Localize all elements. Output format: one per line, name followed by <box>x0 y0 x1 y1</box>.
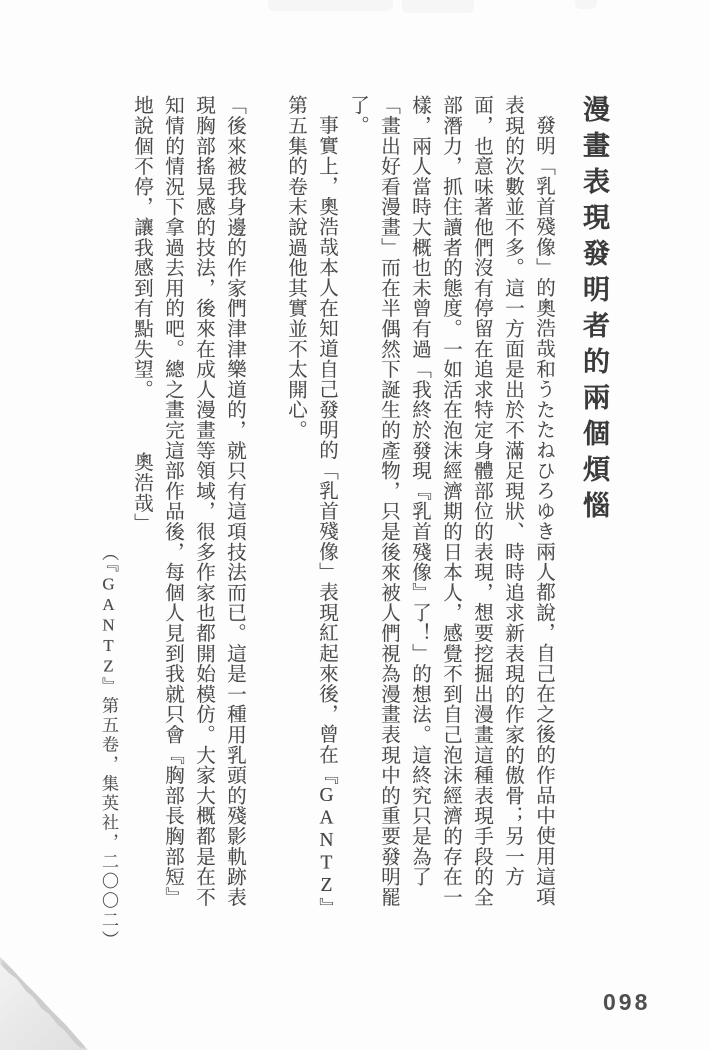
paragraph-2 <box>280 95 342 910</box>
page-title: 漫畫表現發明者的兩個煩惱 <box>579 95 609 527</box>
paragraph-2-text: 事實上，奧浩哉本人在知道自己發明的「乳首殘像」表現紅起來後，曾在『 <box>316 114 337 785</box>
scan-artifact-smudge <box>575 0 597 9</box>
under-page-surface <box>0 950 100 1050</box>
latin-title-gantz: GANTZ <box>316 784 337 897</box>
quote-paragraph <box>126 95 250 910</box>
quote-text: 「後來被我身邊的作家們津津樂道的，就只有這項技法而已。這是一種用乳頭的殘影軌跡表現胸部搖晃感的技法，後來在成人漫畫等領域，很多作家也都開始模仿。大家大概都是在不知情的情況下拿過去用的吧。總之畫完這部作品後，每個人見到我就只會『胸部長胸部短』地說個不停，讓我感到有點失望。 <box>131 95 245 907</box>
torn-page-corner <box>0 950 100 1050</box>
page-number: 098 <box>603 989 651 1015</box>
paragraph-2-text-after: 』第五集的卷末說過他其實並不太開心。 <box>285 95 337 908</box>
quote-signature: 奧浩哉」 <box>131 451 152 533</box>
torn-edge-shadow <box>0 950 100 1050</box>
scan-artifact-smudge <box>268 0 393 11</box>
attribution-text: （『 <box>99 544 118 575</box>
attribution-latin-gantz: GANTZ <box>99 574 118 677</box>
attribution-text-after: 』第五卷，集英社，二〇〇二） <box>99 677 118 950</box>
scan-artifact-smudge <box>402 0 474 13</box>
paragraph-1: 發明「乳首殘像」的奧浩哉和うたたねひろゆき兩人都說，自己在之後的作品中使用這項表現的次數並不多。這一方面是出於不滿足現狀、時時追求新表現的作家的傲骨；另一方面，也意味著他們沒有停留在追求特定身體部位的表現，想要挖掘出漫畫這種表現手段的全部潛力，抓住讀者的態度。一如活在泡沫經濟期的日本人，感覺不到自己泡沫經濟的存在一樣，兩人當時大概也未曾有過「我終於發現『乳首殘像』了！」的想法。這終究只是為了「畫出好看漫畫」而在半偶然下誕生的產物，只是後來被人們視為漫畫表現中的重要發明罷了。 <box>347 95 554 907</box>
source-attribution <box>95 95 121 950</box>
article-text-block <box>95 95 612 950</box>
